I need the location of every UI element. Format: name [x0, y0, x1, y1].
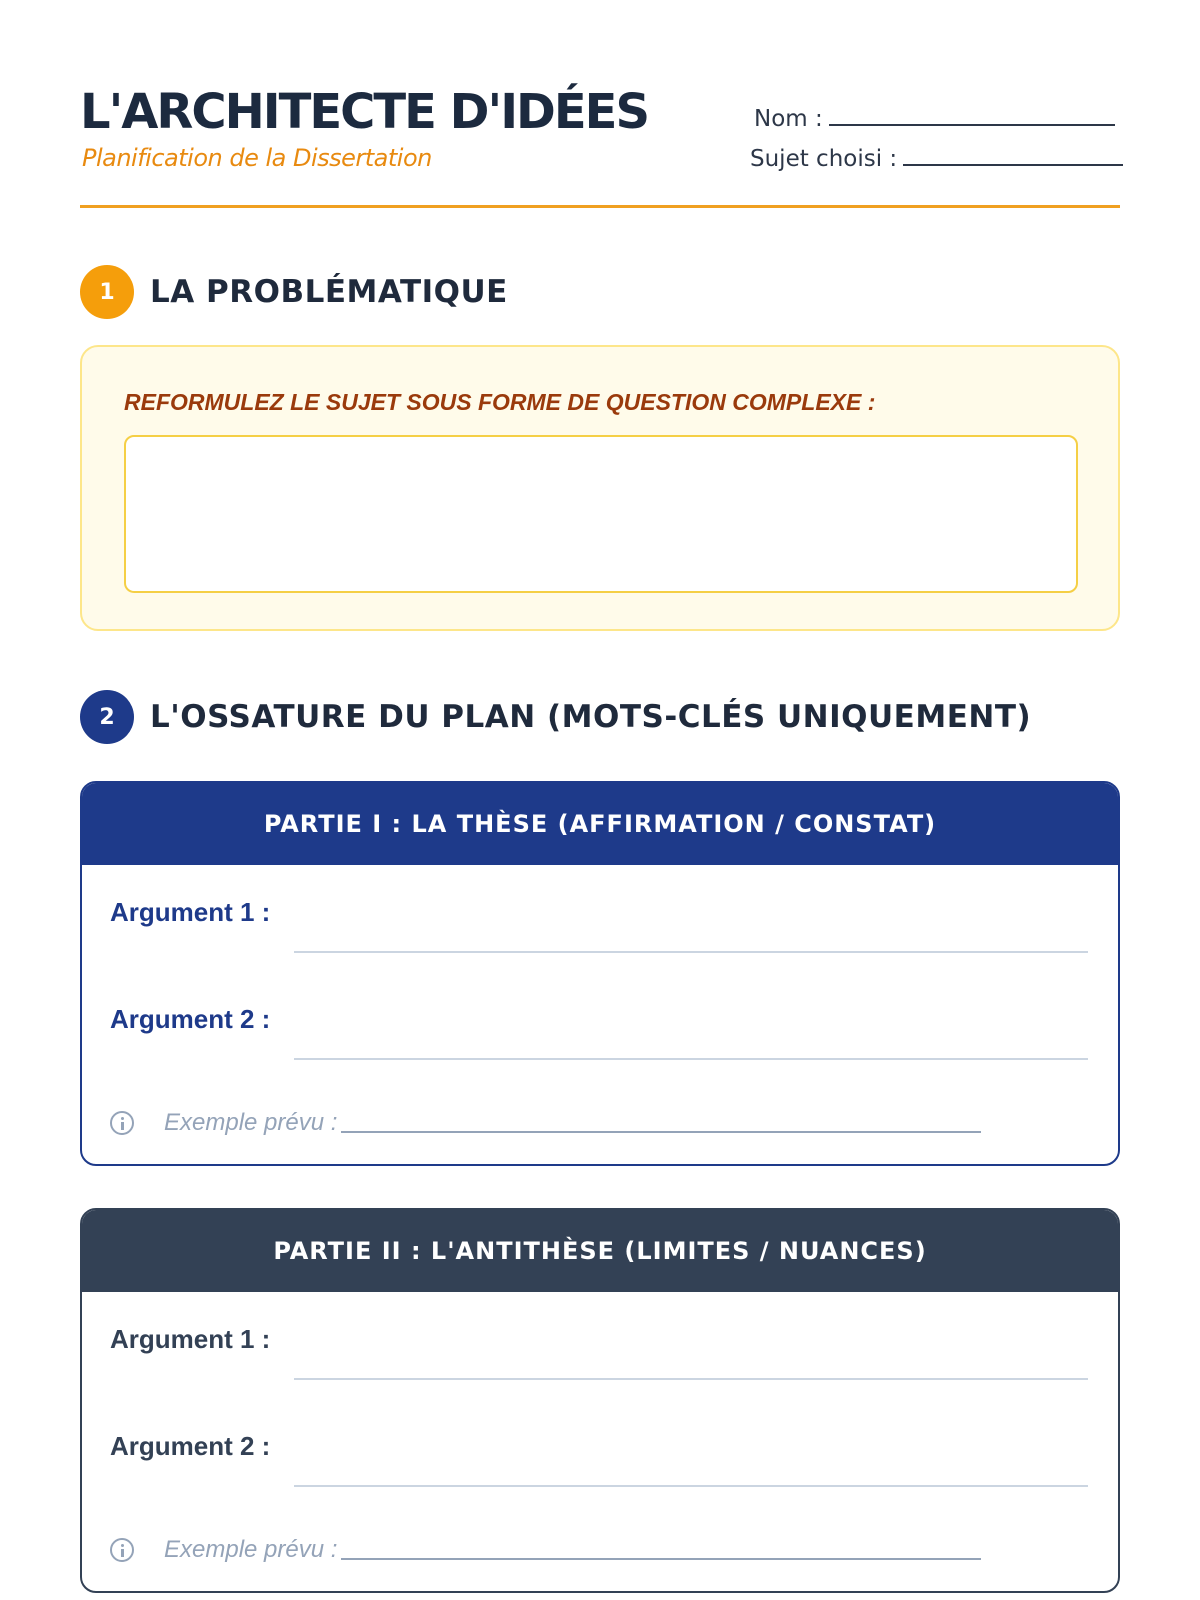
subject-input-line[interactable] — [903, 148, 1123, 166]
argument-label: Argument 2 : — [110, 1431, 271, 1461]
info-icon — [110, 1111, 134, 1135]
argument-row — [110, 998, 1100, 1088]
argument-label: Argument 2 : — [110, 1004, 271, 1034]
worksheet-page — [80, 0, 1120, 1600]
worksheet-header — [80, 84, 1120, 208]
argument-input-line[interactable] — [294, 1058, 1088, 1060]
example-label: Exemple prévu : — [164, 1536, 338, 1563]
problematique-answer-field[interactable] — [124, 435, 1078, 593]
info-icon — [110, 1538, 134, 1562]
section-heading-problematique — [80, 265, 508, 319]
part-title: PARTIE II : L'ANTITHÈSE (LIMITES / NUANCES) — [82, 1210, 1118, 1292]
example-input-line[interactable] — [341, 1113, 981, 1133]
example-row — [110, 1536, 981, 1564]
section-number-badge: 2 — [80, 690, 134, 744]
argument-row — [110, 891, 1100, 981]
name-field[interactable] — [754, 106, 1115, 132]
section-title: L'OSSATURE DU PLAN (MOTS-CLÉS UNIQUEMENT) — [150, 699, 1032, 735]
page-subtitle: Planification de la Dissertation — [82, 144, 432, 172]
subject-field[interactable] — [750, 146, 1123, 172]
argument-input-line[interactable] — [294, 951, 1088, 953]
page-title: L'ARCHITECTE D'IDÉES — [80, 84, 649, 140]
name-label: Nom : — [754, 106, 823, 132]
argument-row — [110, 1318, 1100, 1408]
section-heading-plan — [80, 690, 1031, 744]
argument-input-line[interactable] — [294, 1485, 1088, 1487]
problematique-prompt: REFORMULEZ LE SUJET SOUS FORME DE QUESTION COMPLEXE : — [124, 389, 876, 415]
example-input-line[interactable] — [341, 1540, 981, 1560]
part-card-antithese — [80, 1208, 1120, 1593]
argument-label: Argument 1 : — [110, 897, 271, 927]
part-title: PARTIE I : LA THÈSE (AFFIRMATION / CONSTAT) — [82, 783, 1118, 865]
section-number-badge: 1 — [80, 265, 134, 319]
problematique-box — [80, 345, 1120, 631]
argument-input-line[interactable] — [294, 1378, 1088, 1380]
section-title: LA PROBLÉMATIQUE — [150, 274, 508, 310]
name-input-line[interactable] — [829, 108, 1115, 126]
example-label: Exemple prévu : — [164, 1109, 338, 1136]
part-card-these — [80, 781, 1120, 1166]
subject-label: Sujet choisi : — [750, 146, 898, 172]
argument-label: Argument 1 : — [110, 1324, 271, 1354]
example-row — [110, 1109, 981, 1137]
argument-row — [110, 1425, 1100, 1515]
